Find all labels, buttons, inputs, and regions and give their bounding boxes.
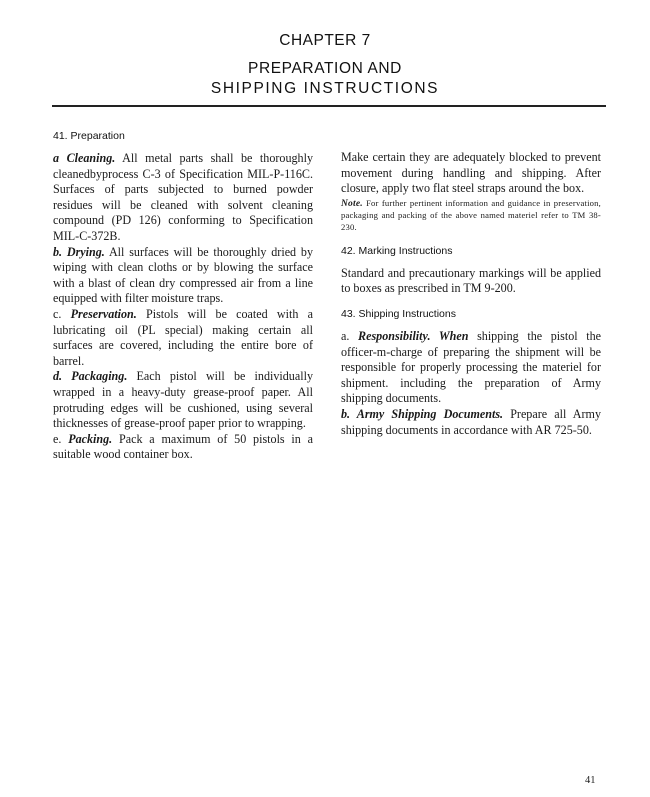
paragraph-continued: Make certain they are adequately blocked to prevent movement during handling and shipping. After closure, apply two flat steel straps around the box.	[341, 150, 601, 196]
paragraph-cleaning	[53, 151, 313, 245]
lead-cleaning: a Cleaning.	[53, 151, 116, 165]
prefix-responsibility: a.	[341, 329, 359, 344]
section-heading-42: 42. Marking Instructions	[341, 244, 453, 257]
paragraph-marking: Standard and precautionary markings will be applied to boxes as prescribed in TM 9-200.	[341, 265, 601, 296]
prefix-packing: e.	[53, 431, 69, 446]
text-cleaning: All metal parts shall be thoroughly cleanedbyprocess C-3 of Specification MIL-P-116C. Surfaces of parts subjected to burned powder residues will be cleaned with solvent cleaning compound (PD 126) conforming to Specification MIL-C-372B.	[53, 151, 313, 243]
lead-drying: b. Drying.	[53, 244, 105, 259]
right-column	[341, 150, 601, 438]
text-shipping-documents: Prepare all Army shipping documents in accordance with AR 725-50.	[341, 407, 602, 437]
paragraph-packaging	[53, 369, 313, 431]
prefix-preservation: c.	[53, 306, 71, 321]
text-packaging: Each pistol will be individually wrapped in a heavy-duty grease-proof paper. All protruding edges will be cushioned, using several thicknesses of grease-proof paper prior to wrapping.	[53, 369, 313, 431]
lead-shipping-documents: b. Army Shipping Documents.	[341, 407, 504, 422]
chapter-label: CHAPTER 7	[279, 32, 371, 49]
paragraph-packing	[53, 432, 313, 463]
header-rule	[52, 105, 606, 107]
lead-responsibility: Responsibility. When	[358, 329, 469, 344]
paragraph-shipping-documents	[341, 407, 601, 438]
lead-packing: Packing.	[68, 431, 113, 446]
paragraph-responsibility	[341, 329, 601, 407]
section-heading-43: 43. Shipping Instructions	[341, 308, 456, 321]
chapter-title-line-2: SHIPPING INSTRUCTIONS	[210, 80, 440, 97]
text-drying: All surfaces will be thoroughly dried by wiping with clean cloths or by blowing the surface with a blast of clean dry compressed air from a line equipped with filter moisture traps.	[53, 244, 313, 306]
paragraph-drying	[53, 245, 313, 307]
note-lead: Note.	[341, 198, 363, 209]
text-packing: Pack a maximum of 50 pistols in a suitable wood container box.	[53, 431, 313, 462]
page-number: 41	[585, 775, 596, 786]
section-heading-41: 41. Preparation	[53, 130, 125, 142]
left-column	[53, 130, 313, 463]
paragraph-preservation	[53, 307, 313, 369]
lead-packaging: d. Packaging.	[53, 369, 128, 384]
text-responsibility: shipping the pistol the officer-m-charge of preparing the shipment will be responsible for properly processing the materiel for shipment. including the preparation of Army shipping documents.	[341, 329, 602, 406]
lead-preservation: Preservation.	[70, 306, 137, 321]
text-preservation: Pistols will be coated with a lubricating oil (PL special) making certain all surfaces are covered, including the entire bore of barrel.	[53, 306, 313, 368]
note-paragraph	[341, 198, 601, 234]
chapter-title-line-1: PREPARATION AND	[248, 60, 402, 77]
note-text: For further pertinent information and guidance in preservation, packaging and packing of the above named materiel refer to TM 38-230.	[341, 197, 601, 233]
